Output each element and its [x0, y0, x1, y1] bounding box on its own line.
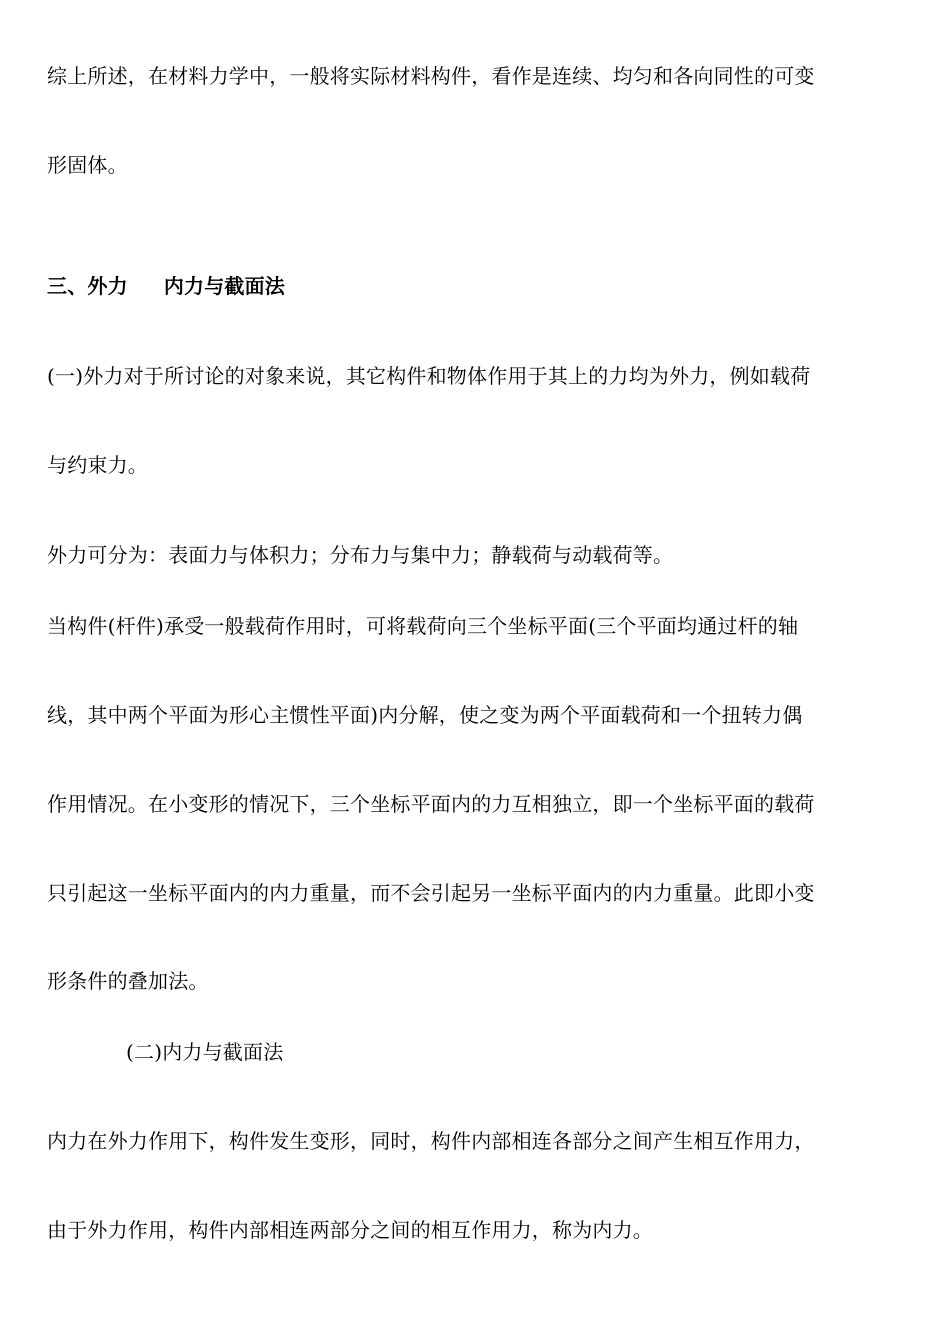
paragraph-internal-force-line-2: 由于外力作用，构件内部相连两部分之间的相互作用力，称为内力。: [47, 1218, 653, 1242]
paragraph-load-decomposition-line-4: 只引起这一坐标平面内的内力重量，而不会引起另一坐标平面内的内力重量。此即小变: [47, 881, 815, 905]
subheading-internal-force: (二)内力与截面法: [126, 1040, 284, 1064]
paragraph-summary-line-2: 形固体。: [47, 153, 128, 177]
section-heading-3-part-1: 三、外力: [47, 274, 128, 298]
paragraph-internal-force-line-1: 内力在外力作用下，构件发生变形，同时，构件内部相连各部分之间产生相互作用力，: [47, 1129, 815, 1153]
paragraph-load-decomposition-line-3: 作用情况。在小变形的情况下，三个坐标平面内的力互相独立，即一个坐标平面的载荷: [47, 792, 815, 816]
paragraph-summary-line-1: 综上所述，在材料力学中，一般将实际材料构件，看作是连续、均匀和各向同性的可变: [47, 64, 815, 88]
paragraph-external-force-line-2: 与约束力。: [47, 453, 148, 477]
section-heading-3-part-2: 内力与截面法: [163, 274, 286, 298]
paragraph-force-types-line-1: 外力可分为：表面力与体积力；分布力与集中力；静载荷与动载荷等。: [47, 543, 674, 567]
paragraph-load-decomposition-line-2: 线，其中两个平面为形心主惯性平面)内分解，使之变为两个平面载荷和一个扭转力偶: [47, 703, 803, 727]
paragraph-load-decomposition-line-1: 当构件(杆件)承受一般载荷作用时，可将载荷向三个坐标平面(三个平面均通过杆的轴: [47, 614, 799, 638]
paragraph-load-decomposition-line-5: 形条件的叠加法。: [47, 969, 209, 993]
paragraph-external-force-line-1: (一)外力对于所讨论的对象来说，其它构件和物体作用于其上的力均为外力，例如载荷: [47, 364, 811, 388]
section-heading-3: [47, 274, 285, 298]
